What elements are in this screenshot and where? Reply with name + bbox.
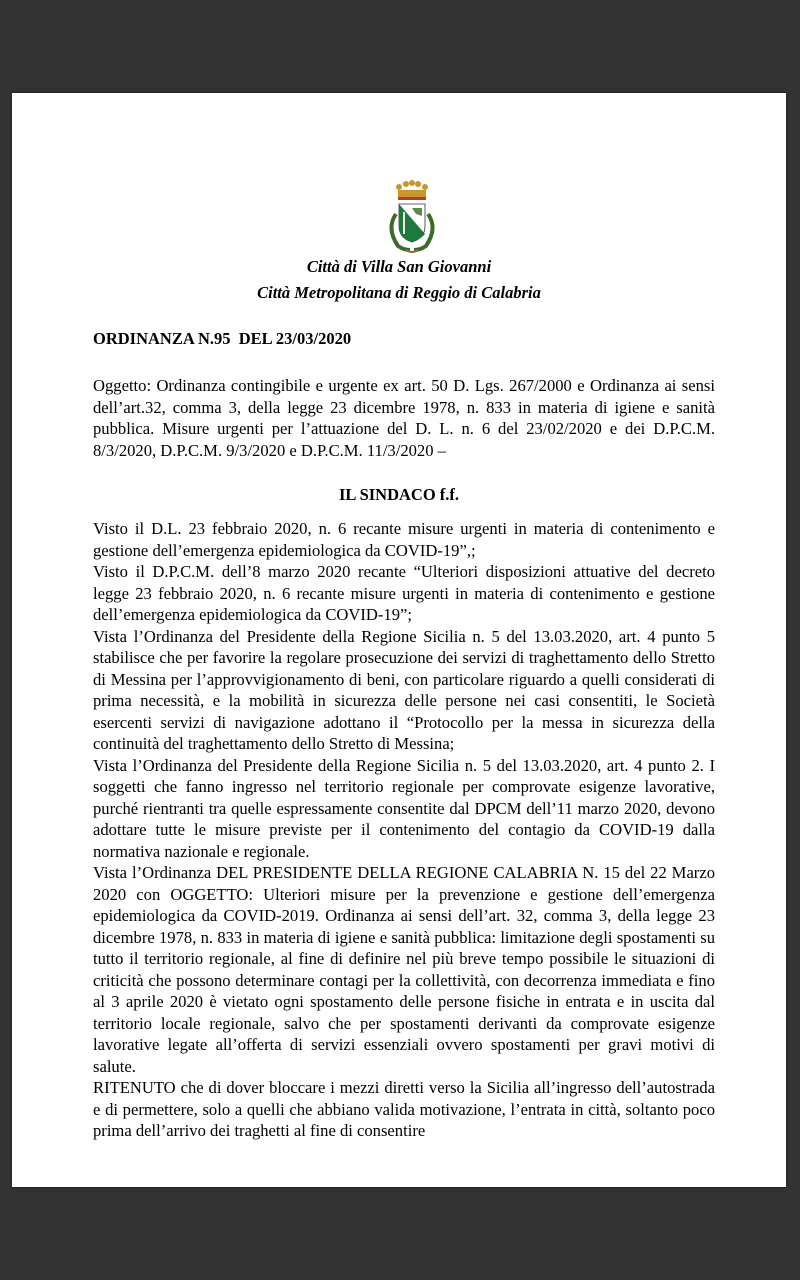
metropolitan-city-name: Città Metropolitana di Reggio di Calabria — [257, 283, 541, 302]
paragraph: Vista l’Ordinanza DEL PRESIDENTE DELLA REGIONE CALABRIA N. 15 del 22 Marzo 2020 con OGGETTO: Ulteriori misure per la prevenzione e gestione dell’emergenza epidemiologica da COVID-2019. Ordinanza ai sensi dell’art. 32, comma 3, della legge 23 dicembre 1978, n. 833 in materia di igiene e sanità pubblica: limitazione degli spostamenti su tutto il territorio regionale, al fine di definire nel più breve tempo possibile le situazioni di criticità che possono determinare contagi per la collettività, con decorrenza immediata e fino al 3 aprile 2020 è vietato ogni spostamento delle persone fisiche in entrata e in uscita dal territorio locale regionale, salvo che per spostamenti derivanti da comprovate esigenze lavorative legate all’offerta di servizi essenziali ovvero spostamenti per gravi motivi di salute. — [93, 863, 715, 1076]
document-page — [12, 93, 786, 1187]
subject-paragraph: Oggetto: Ordinanza contingibile e urgente ex art. 50 D. Lgs. 267/2000 e Ordinanza ai sensi dell’art.32, comma 3, della legge 23 dicembre 1978, n. 833 in materia di igiene e sanità pubblica. Misure urgenti per l’attuazione del D. L. n. 6 del 23/02/2020 e dei D.P.C.M. 8/3/2020, D.P.C.M. 9/3/2020 e D.P.C.M. 11/3/2020 – — [93, 376, 715, 460]
city-name: Città di Villa San Giovanni — [306, 257, 492, 276]
authority-heading: IL SINDACO f.f. — [338, 485, 460, 504]
paragraph: Visto il D.P.C.M. dell’8 marzo 2020 recante “Ulteriori disposizioni attuative del decreto legge 23 febbraio 2020, n. 6 recante misure urgenti in materia di contenimento e gestione dell’emergenza epidemiologica da COVID-19”; — [93, 562, 715, 624]
municipal-coat-of-arms-icon — [374, 178, 450, 258]
paragraph: Vista l’Ordinanza del Presidente della Regione Sicilia n. 5 del 13.03.2020, art. 4 punto 5 stabilisce che per favorire la regolare prosecuzione dei servizi di traghettamento dello Stretto di Messina per l’approvvigionamento di beni, con particolare riguardo a quelli considerati di prima necessità, e la mobilità in sicurezza delle persone nei casi consentiti, le Società esercenti servizi di navigazione adottano il “Protocollo per la messa in sicurezza della continuità del traghettamento dello Stretto di Messina; — [93, 626, 715, 753]
preamble — [93, 518, 715, 1142]
paragraph: RITENUTO che di dover bloccare i mezzi diretti verso la Sicilia all’ingresso dell’autostrada e di permettere, solo a quelli che abbiano valida motivazione, l’entrata in città, soltanto poco prima dell’arrivo dei traghetti al fine di consentire — [93, 1078, 715, 1140]
paragraph: Visto il D.L. 23 febbraio 2020, n. 6 recante misure urgenti in materia di contenimento e gestione dell’emergenza epidemiologica da COVID-19”,; — [93, 519, 715, 560]
ordinance-title: ORDINANZA N.95 DEL 23/03/2020 — [93, 329, 352, 348]
paragraph: Vista l’Ordinanza del Presidente della Regione Sicilia n. 5 del 13.03.2020, art. 4 punto 2. I soggetti che fanno ingresso nel territorio regionale per comprovate esigenze lavorative, purché rientranti tra quelle espressamente consentite dal DPCM dell’11 marzo 2020, devono adottare tutte le misure previste per il contenimento del contagio da COVID-19 dalla normativa nazionale e regionale. — [93, 755, 715, 861]
